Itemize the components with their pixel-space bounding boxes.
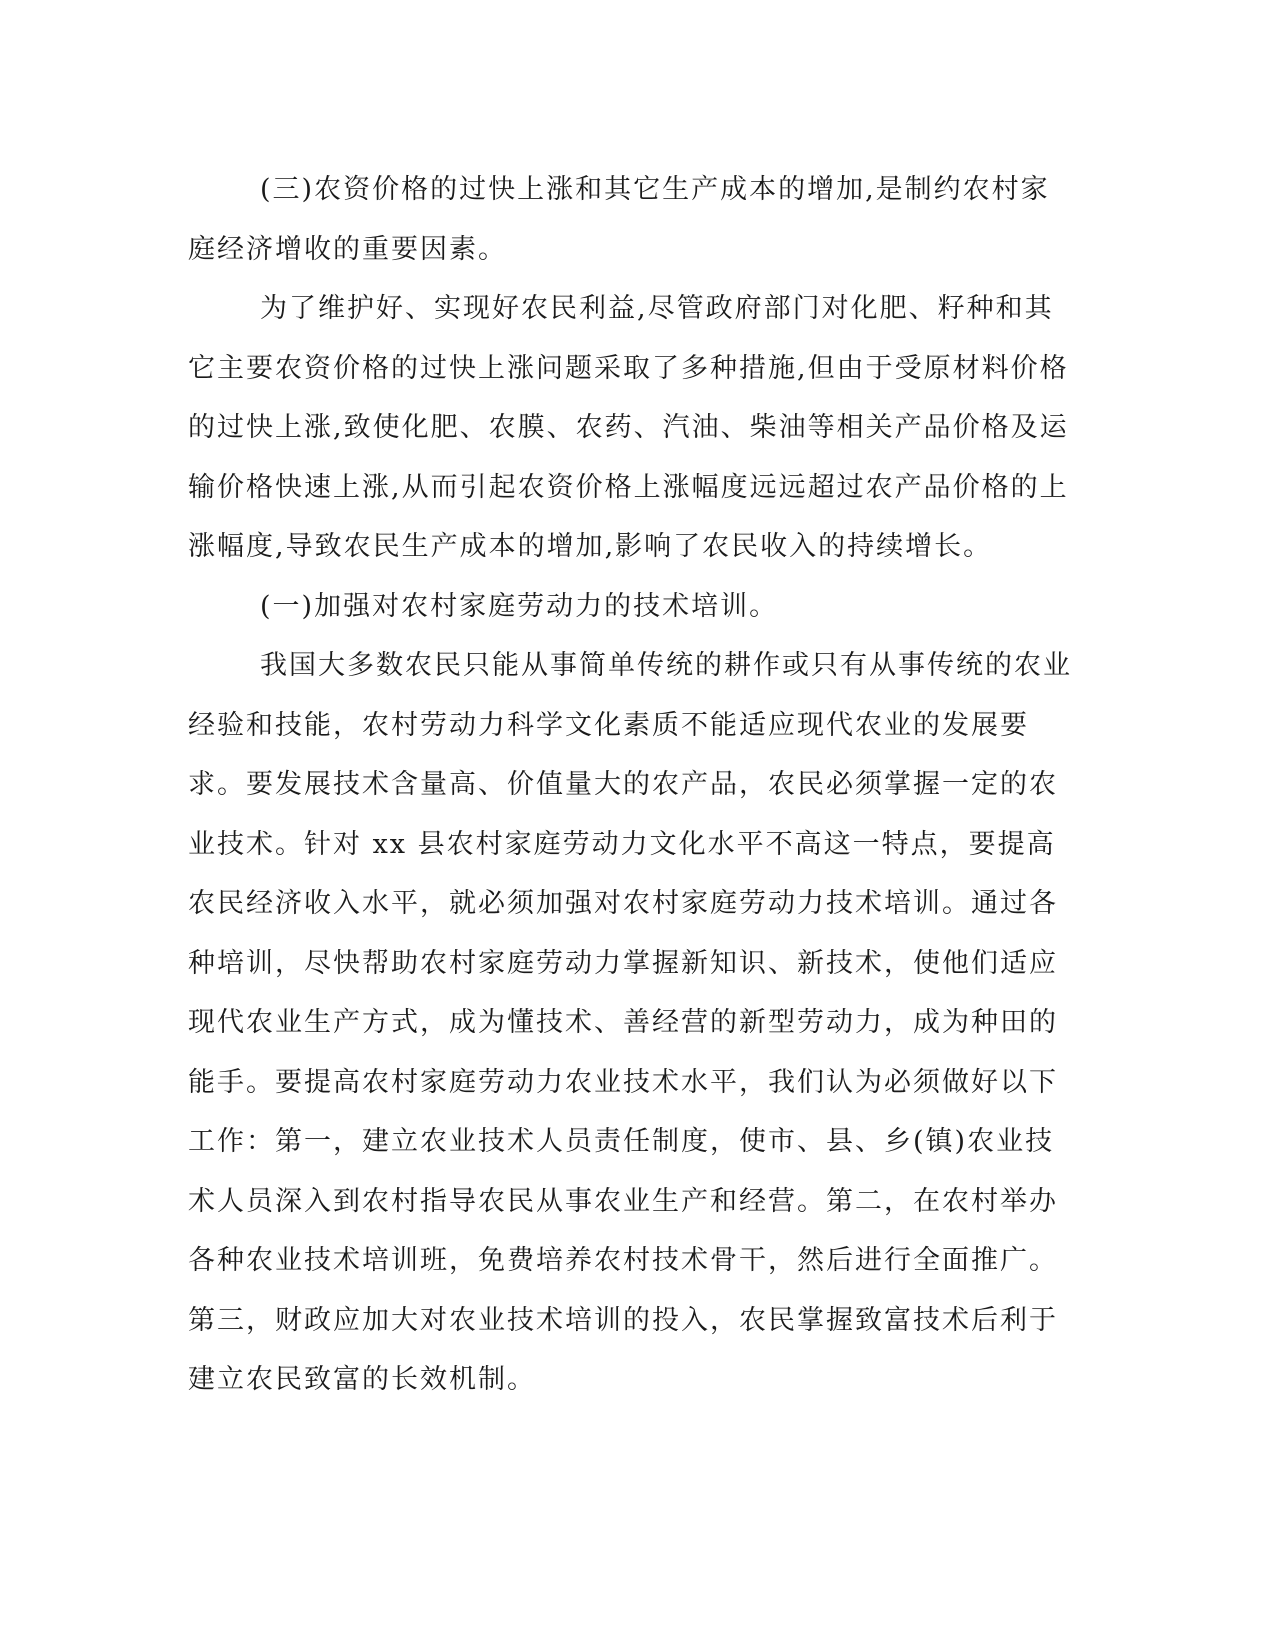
text-line: 深入到农村指导农民从事农业生产和经营。第二，在农村举办各种农	[188, 1185, 1058, 1276]
text-line: 经验和技能，农村劳动力科学文化素质不能适应现代农业的发展要求	[188, 709, 1029, 800]
text-line: 技术。针对 xx 县农村家庭劳动力文化水平不高这一特点，要提高农民	[188, 828, 1056, 919]
paragraph-training-heading	[188, 577, 1078, 637]
paragraph-agri-cost-body	[188, 279, 1078, 577]
text-line: 价格快速上涨,从而引起农资价格上涨幅度远远超过农产品价格的上涨	[188, 471, 1069, 562]
paragraph-training-body	[188, 636, 1078, 1410]
text-line: 经济增收的重要因素。	[217, 233, 507, 265]
text-line: (一)加强对农村家庭劳动力的技术培训。	[260, 590, 779, 622]
text-line: 。要提高农村家庭劳动力农业技术水平，我们认为必须做好以下工作	[188, 1066, 1058, 1157]
text-line: 幅度,导致农民生产成本的增加,影响了农民收入的持续增长。	[217, 531, 993, 562]
text-line: 过快上涨,致使化肥、农膜、农药、汽油、柴油等相关产品价格及运输	[188, 412, 1069, 503]
text-line: 训，尽快帮助农村家庭劳动力掌握新知识、新技术，使他们适应现代	[188, 947, 1058, 1038]
document-body	[188, 160, 1078, 1410]
text-line: 经济收入水平，就必须加强对农村家庭劳动力技术培训。通过各种培	[188, 888, 1058, 979]
text-line: ：第一，建立农业技术人员责任制度，使市、县、乡(镇)农业技术人员	[188, 1126, 1055, 1217]
text-line: (三)农资价格的过快上涨和其它生产成本的增加,是制约农村家庭	[188, 174, 1050, 265]
text-line: 。要发展技术含量高、价值量大的农产品，农民必须掌握一定的农业	[188, 769, 1058, 860]
text-line: 我国大多数农民只能从事简单传统的耕作或只有从事传统的农业	[260, 650, 1072, 681]
text-line: 业技术培训班，免费培养农村技术骨干，然后进行全面推广。第三，	[188, 1245, 1058, 1336]
text-line: 主要农资价格的过快上涨问题采取了多种措施,但由于受原材料价格的	[188, 352, 1069, 443]
text-line: 财政应加大对农业技术培训的投入，农民掌握致富技术后利于建立农	[188, 1304, 1058, 1395]
text-line: 为了维护好、实现好农民利益,尽管政府部门对化肥、籽种和其它	[188, 293, 1054, 384]
paragraph-agri-cost-heading	[188, 160, 1078, 279]
text-line: 民致富的长效机制。	[275, 1364, 536, 1395]
text-line: 农业生产方式，成为懂技术、善经营的新型劳动力，成为种田的能手	[188, 1007, 1058, 1098]
